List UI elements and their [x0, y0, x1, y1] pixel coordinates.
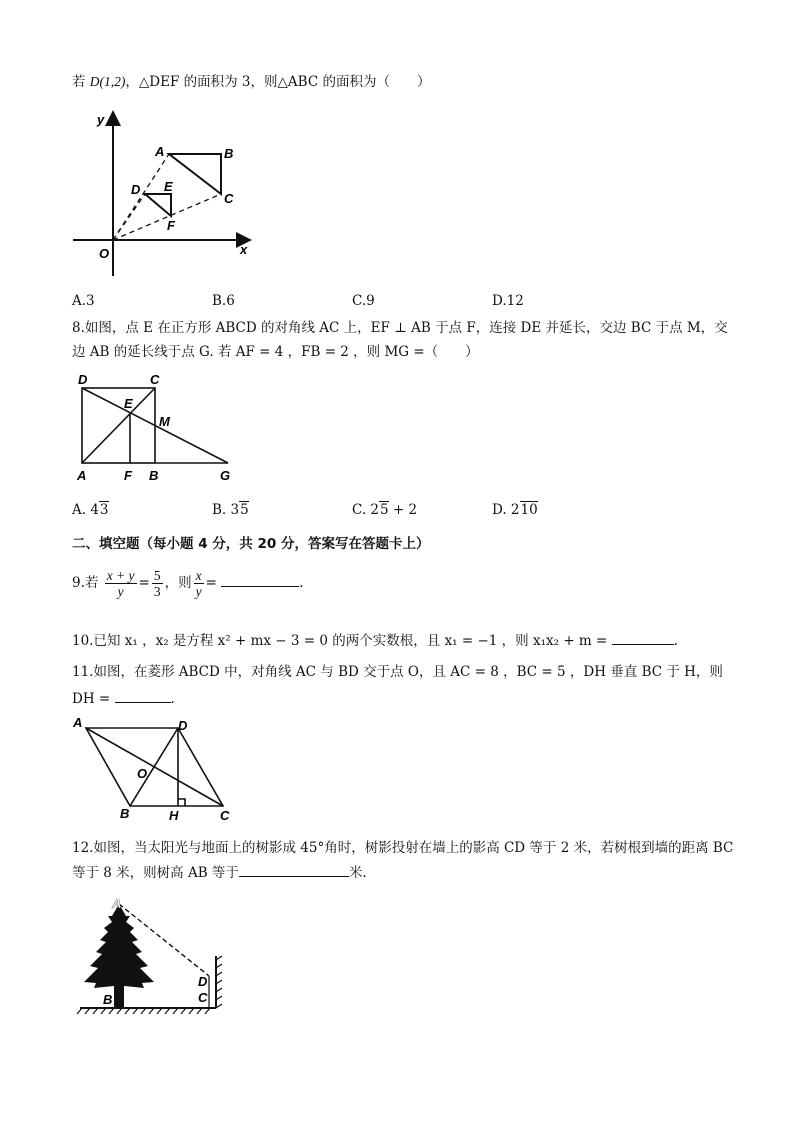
q12-line2-pre: 等于 8 米，则树高 AB 等于 [72, 865, 239, 881]
q11-figure [68, 712, 243, 824]
q8-stem-line1: 8.如图，点 E 在正方形 ABCD 的对角线 AC 上，EF ⊥ AB 于点 F，连接 DE 并延长，交边 BC 于点 M，交 [72, 320, 728, 336]
q12-wall [216, 956, 222, 1008]
q11-label-C: C [220, 808, 230, 823]
q8-option-a-root: 3 [99, 502, 109, 518]
q12-label-B: B [103, 992, 113, 1007]
q8-option-c-prefix: C. 2 [352, 502, 380, 518]
q11-label-O: O [137, 766, 148, 781]
q12-label-C: C [198, 990, 208, 1005]
q7-label-E: E [164, 179, 173, 194]
q7-text-mid: ，△DEF 的面积为 3，则△ABC 的面积为（ ） [125, 74, 431, 90]
q12-line2-post: 米. [348, 865, 367, 881]
q8-option-c-root: 5 [380, 502, 389, 518]
q8-option-d-root: 10 [520, 502, 538, 518]
q8-figure [70, 368, 245, 486]
q9-fraction-1 [105, 568, 137, 599]
q10-stem [72, 630, 678, 651]
q8-option-c[interactable] [352, 502, 417, 518]
q11-label-H: H [169, 808, 179, 823]
q8-label-D: D [78, 372, 88, 387]
q8-option-a-prefix: A. 4 [72, 502, 99, 518]
q7-label-A: A [155, 144, 165, 159]
q12-label-D: D [198, 974, 208, 989]
q11-end: . [170, 691, 175, 707]
q7-triangle-def [145, 194, 171, 216]
q8-diagonal-ac [82, 388, 155, 463]
q11-label-D: D [178, 718, 188, 733]
q9-answer-blank[interactable] [221, 572, 299, 587]
section2-title: 二、填空题（每小题 4 分，共 20 分，答案写在答题卡上） [72, 536, 430, 552]
q9-frac3-num: x [195, 568, 202, 583]
q7-label-O: O [99, 246, 110, 261]
q8-option-d[interactable] [492, 502, 538, 518]
q9-post: = [205, 575, 217, 591]
q8-option-b-root: 5 [240, 502, 249, 518]
q7-label-y: y [97, 112, 105, 127]
q11-label-A: A [73, 715, 83, 730]
q8-option-b-prefix: B. 3 [212, 502, 240, 518]
q8-label-F: F [124, 468, 132, 483]
q7-triangle-abc [169, 154, 221, 194]
q9-pre: 9.若 [72, 575, 99, 591]
q11-answer-blank[interactable] [115, 688, 171, 703]
q8-stem-line2: 边 AB 的延长线于点 G. 若 AF = 4 ，FB = 2 ，则 MG =（ ） [72, 344, 479, 360]
q9-eq: = [138, 575, 150, 591]
q11-line2-pre: DH = [72, 691, 111, 707]
q10-text: 10.已知 x₁ ，x₂ 是方程 x² + mx − 3 = 0 的两个实数根，且 x₁ = −1 ，则 x₁x₂ + m = [72, 633, 608, 649]
q8-label-A: A [77, 468, 87, 483]
q9-end: . [299, 575, 304, 591]
q11-right-angle-mark [178, 799, 185, 806]
q9-frac3-den: y [195, 584, 202, 599]
q7-label-D: D [131, 182, 141, 197]
q12-stem-line1: 12.如图，当太阳光与地面上的树影成 45°角时，树影投射在墙上的影高 CD 等于 2 米，若树根到墙的距离 BC [72, 840, 734, 856]
q8-label-B: B [149, 468, 159, 483]
q8-option-c-suffix: + 2 [388, 502, 418, 518]
q7-figure [68, 108, 258, 278]
q7-label-C: C [224, 191, 234, 206]
q11-label-B: B [120, 806, 130, 821]
q10-end: . [673, 633, 678, 649]
q7-option-b[interactable]: B.6 [212, 293, 235, 309]
q9-frac1-num: x + y [106, 568, 135, 583]
q11-stem-line2 [72, 688, 175, 709]
q10-answer-blank[interactable] [612, 630, 674, 645]
q9-frac2-den: 3 [153, 584, 161, 599]
q8-option-d-prefix: D. 2 [492, 502, 520, 518]
q12-tree [84, 904, 154, 1008]
q7-point: D(1,2) [89, 74, 126, 89]
q9-stem [72, 566, 304, 600]
q7-label-F: F [167, 218, 175, 233]
q8-option-a[interactable] [72, 502, 109, 518]
q8-label-M: M [159, 414, 170, 429]
q7-text-pre: 若 [72, 74, 90, 90]
q12-stem-line2 [72, 862, 367, 883]
q8-label-G: G [220, 468, 231, 483]
q7-label-x: x [240, 242, 248, 257]
q7-option-c[interactable]: C.9 [352, 293, 375, 309]
q12-figure [76, 894, 236, 1019]
q12-label-A: A [112, 896, 122, 911]
q12-ground [77, 1008, 216, 1014]
q7-option-d[interactable]: D.12 [492, 293, 524, 309]
q7-option-a[interactable]: A.3 [72, 293, 95, 309]
q8-option-b[interactable] [212, 502, 249, 518]
q8-label-E: E [124, 396, 133, 411]
q9-frac2-num: 5 [153, 568, 161, 583]
q9-fraction-2 [152, 568, 163, 599]
q12-answer-blank[interactable] [239, 862, 349, 877]
q7-stem [72, 72, 430, 92]
q8-label-C: C [150, 372, 160, 387]
q7-label-B: B [224, 146, 234, 161]
q11-stem-line1: 11.如图，在菱形 ABCD 中，对角线 AC 与 BD 交于点 O，且 AC = 8 ，BC = 5 ，DH 垂直 BC 于 H，则 [72, 664, 723, 680]
q9-frac1-den: y [117, 584, 124, 599]
q9-fraction-3 [194, 568, 204, 599]
q9-mid: ，则 [164, 575, 192, 591]
